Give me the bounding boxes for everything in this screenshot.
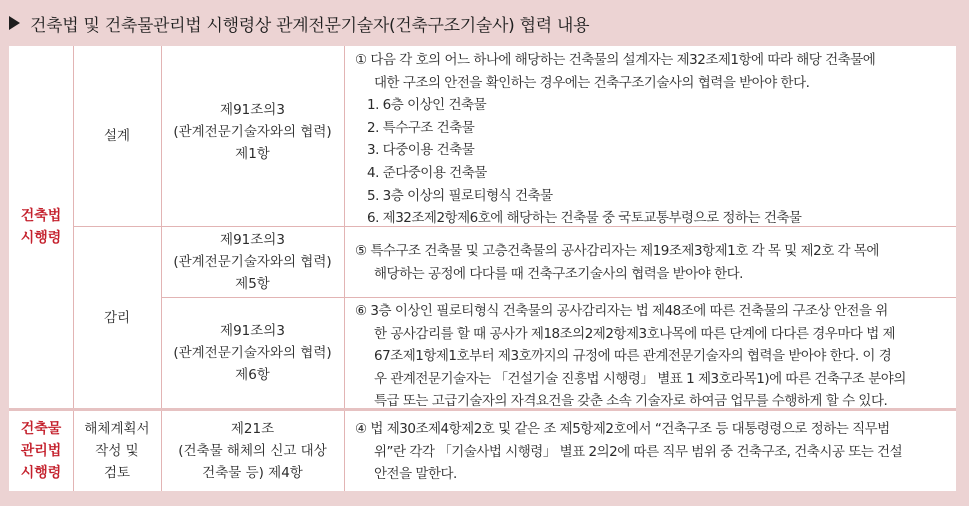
content-line: 특급 또는 고급기술자의 자격요건을 갖춘 소속 기술자로 하여금 업무를 수행하게 할 수 있다. xyxy=(374,393,888,410)
law-label-line: 건축물 xyxy=(20,421,62,437)
task-label: 설계 xyxy=(103,128,131,144)
content-line: 위”란 각각 「기술사법 시행령」 별표 2의2에 따른 직무 범위 중 건축구조, 건축시공 또는 건설 xyxy=(374,443,903,460)
law-building-act-cell xyxy=(9,46,73,408)
article-line: 제91조의3 xyxy=(220,323,285,339)
content-line: 우 관계전문기술자는 「건설기술 진흥법 시행령」 별표 1 제3호라목1)에 따른 건축구조 분야의 xyxy=(374,370,906,387)
law-label-line: 관리법 xyxy=(20,443,62,459)
article-supervision-6-cell xyxy=(161,298,344,408)
column-divider xyxy=(344,46,345,491)
law-building-management-act-cell xyxy=(9,411,73,491)
article-line: (건축물 해체의 신고 대상 xyxy=(178,443,327,459)
content-line: ⑥ 3층 이상인 필로티형식 건축물의 공사감리자는 법 제48조에 따른 건축물의 구조상 안전을 위 xyxy=(355,303,888,319)
article-line: 제91조의3 xyxy=(220,102,285,118)
article-design-cell xyxy=(161,94,344,170)
article-line: 제5항 xyxy=(235,276,270,292)
content-line: 한 공사감리를 할 때 공사가 제18조의2제2항제3호나목에 따른 단계에 다다른 경우마다 법 제 xyxy=(374,325,896,342)
content-supervision-6 xyxy=(355,300,951,413)
content-design xyxy=(355,49,951,230)
article-line: (관계전문기술자와의 협력) xyxy=(173,254,332,270)
task-supervision-cell xyxy=(73,227,161,408)
task-demolition-cell xyxy=(73,411,161,491)
content-line: ④ 법 제30조제4항제2호 및 같은 조 제5항제2호에서 “건축구조 등 대통령령으로 정하는 직무범 xyxy=(355,421,890,437)
triangle-right-icon xyxy=(9,16,20,30)
law-label-line: 건축법 xyxy=(20,208,62,224)
content-line: 해당하는 공정에 다다를 때 건축구조기술사의 협력을 받아야 한다. xyxy=(374,265,743,282)
cooperation-table xyxy=(9,46,956,491)
content-line: 안전을 말한다. xyxy=(374,466,457,483)
article-line: 제91조의3 xyxy=(220,232,285,248)
article-line: 제1항 xyxy=(235,146,270,162)
content-list-item: 4. 준다중이용 건축물 xyxy=(367,164,487,181)
page-title: 건축법 및 건축물관리법 시행령상 관계전문기술자(건축구조기술사) 협력 내용 xyxy=(30,15,590,36)
content-line: ⑤ 특수구조 건축물 및 고층건축물의 공사감리자는 제19조제3항제1호 각 목 및 제2호 각 목에 xyxy=(355,243,879,259)
content-list-item: 5. 3층 이상의 필로티형식 건축물 xyxy=(367,187,553,204)
article-line: 제21조 xyxy=(230,421,275,437)
task-label: 감리 xyxy=(103,309,131,326)
article-line: 건축물 등) 제4항 xyxy=(202,465,303,481)
content-list-item: 2. 특수구조 건축물 xyxy=(367,119,475,136)
content-supervision-5 xyxy=(355,240,951,285)
task-label-line: 해체계획서 xyxy=(84,421,150,437)
title-bar xyxy=(0,0,969,46)
task-label-line: 작성 및 xyxy=(95,443,139,459)
law-label-line: 시행령 xyxy=(20,465,62,481)
law-label-line: 시행령 xyxy=(20,230,62,246)
task-label-line: 검토 xyxy=(103,465,131,481)
article-line: 제6항 xyxy=(235,367,270,383)
article-supervision-5-cell xyxy=(161,227,344,297)
content-line: 67조제1항제1호부터 제3호까지의 규정에 따른 관계전문기술자의 협력을 받아야 한다. 이 경 xyxy=(374,348,892,365)
content-demolition xyxy=(355,418,951,486)
article-line: (관계전문기술자와의 협력) xyxy=(173,345,332,361)
article-line: (관계전문기술자와의 협력) xyxy=(173,124,332,140)
content-list-item: 1. 6층 이상인 건축물 xyxy=(367,97,487,114)
content-list-item: 6. 제32조제2항제6호에 해당하는 건축물 중 국토교통부령으로 정하는 건축물 xyxy=(367,210,802,227)
content-line: 대한 구조의 안전을 확인하는 경우에는 건축구조기술사의 협력을 받아야 한다. xyxy=(374,74,810,91)
article-demolition-cell xyxy=(161,411,344,491)
content-line: ① 다음 각 호의 어느 하나에 해당하는 건축물의 설계자는 제32조제1항에 따라 해당 건축물에 xyxy=(355,52,876,68)
content-list-item: 3. 다중이용 건축물 xyxy=(367,142,475,159)
task-design-cell xyxy=(73,46,161,226)
